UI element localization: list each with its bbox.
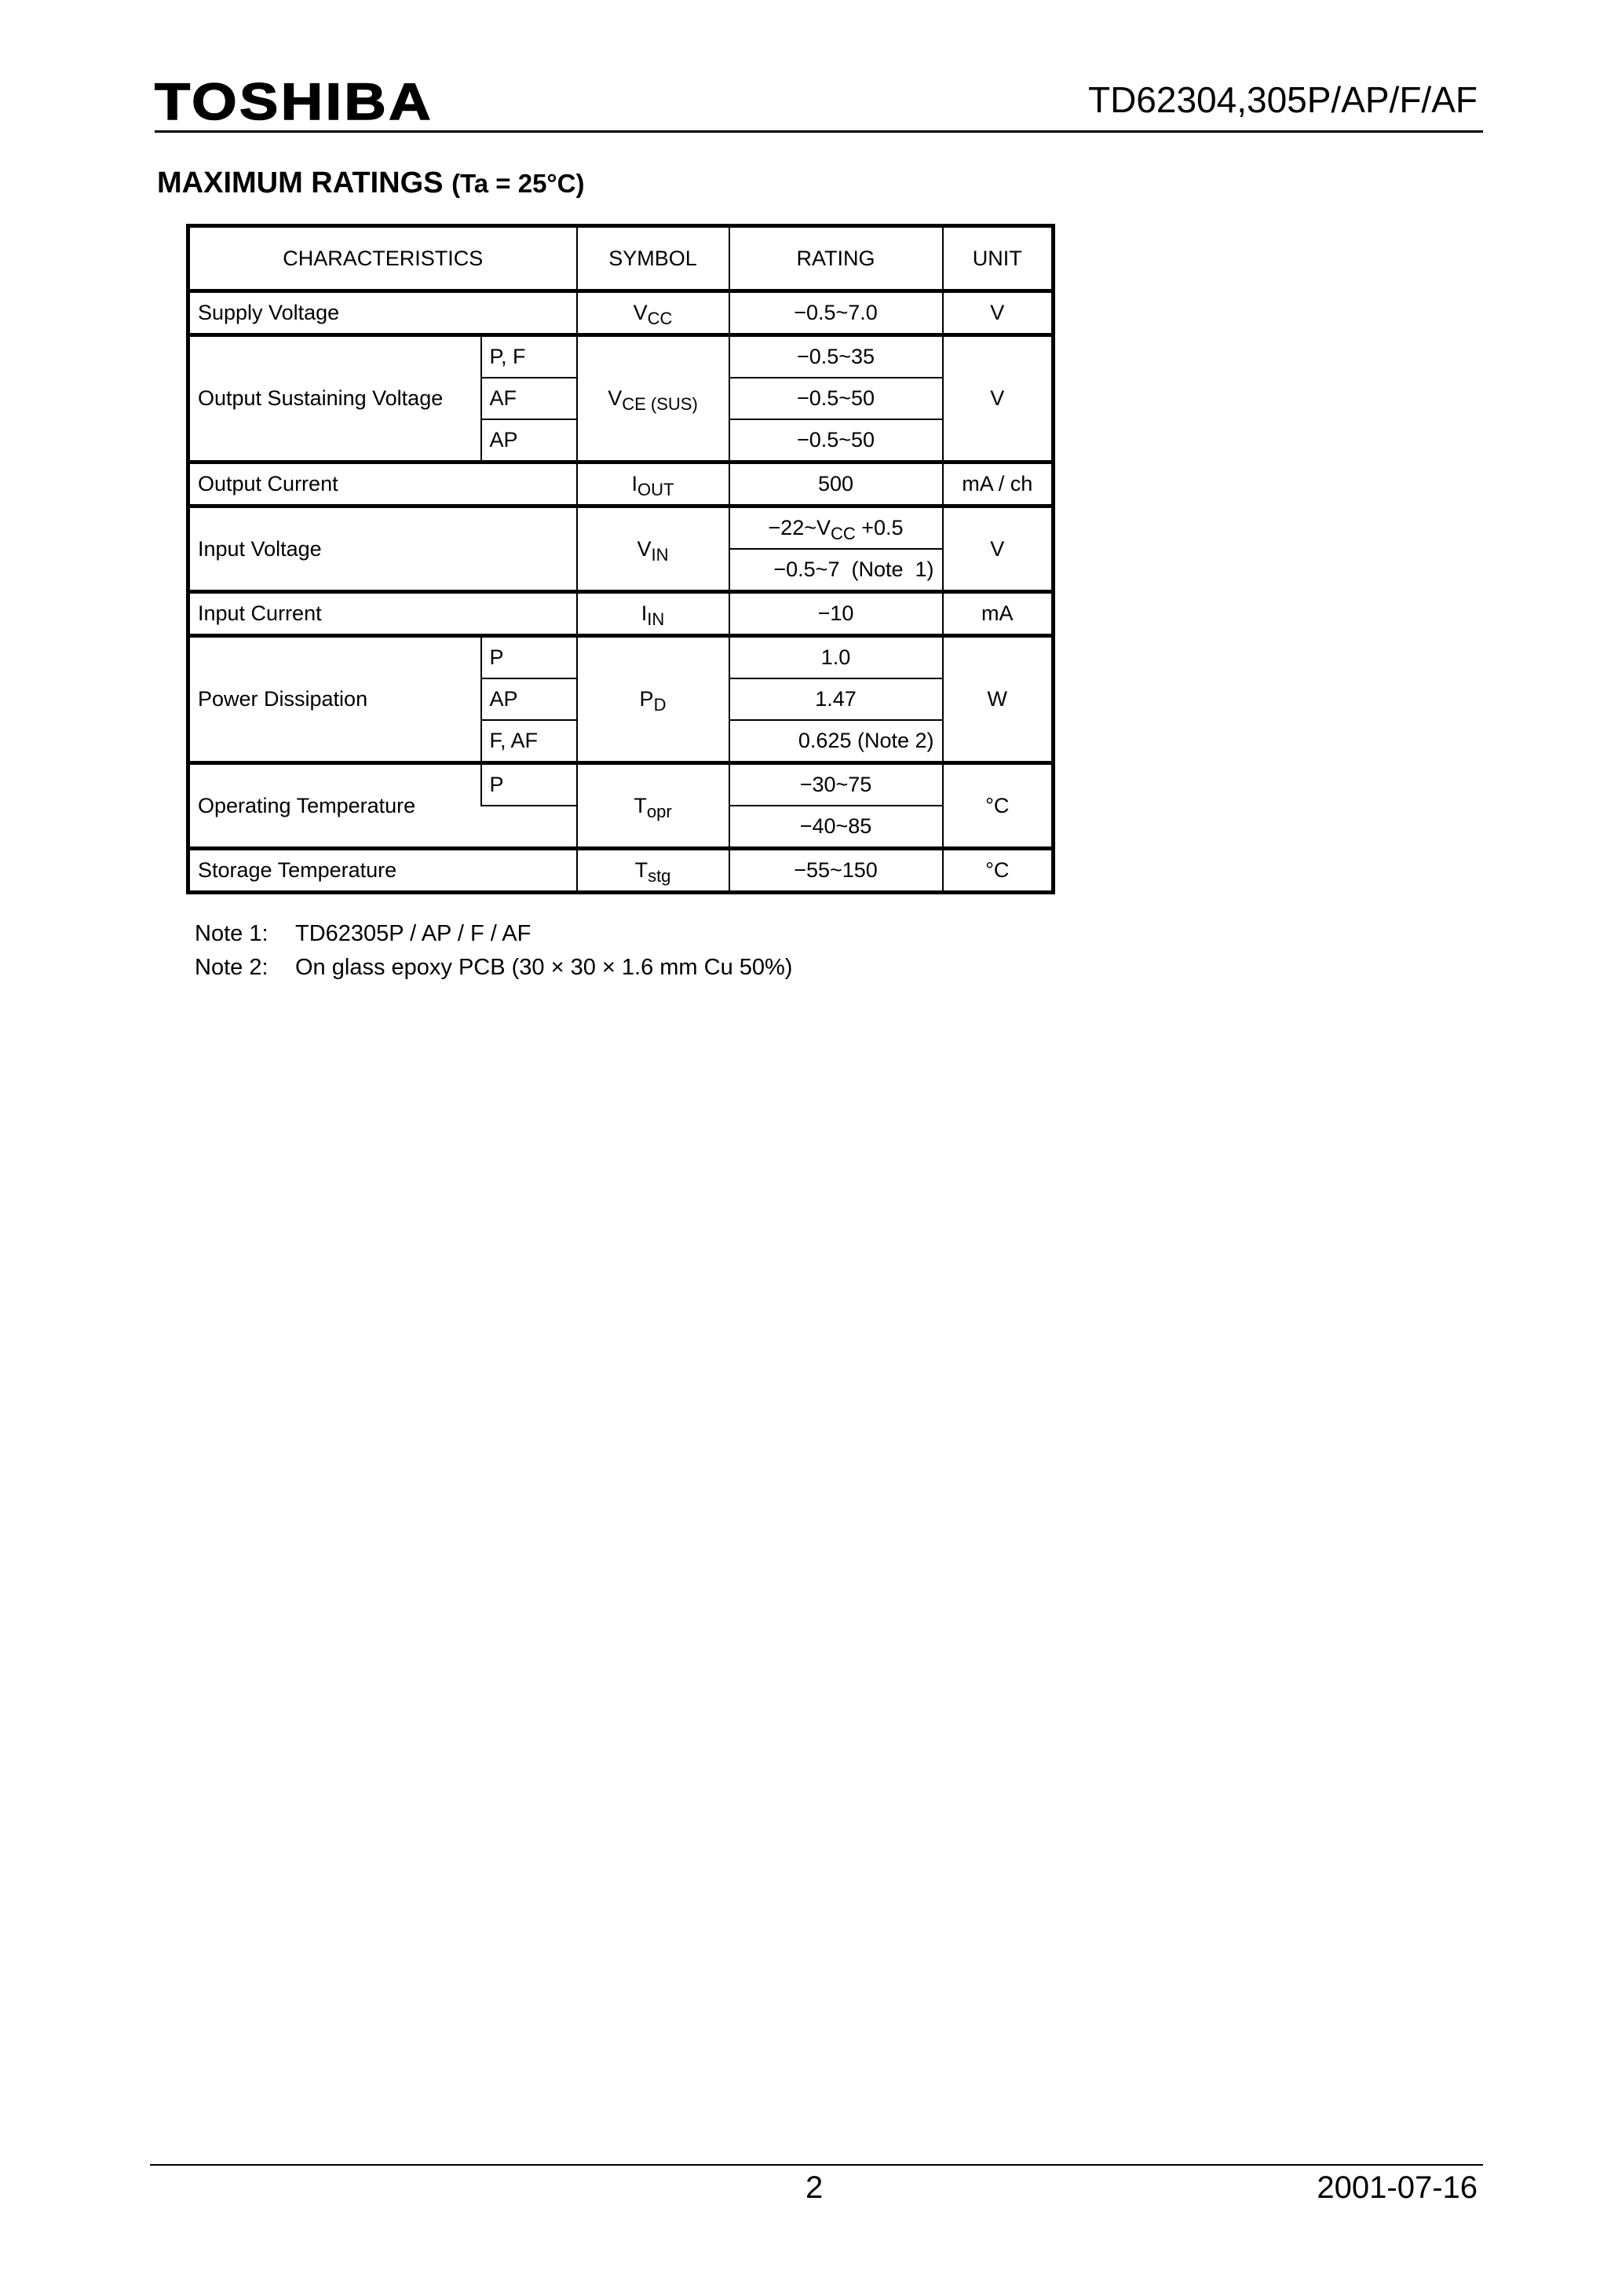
symbol-sub: CC bbox=[647, 309, 673, 328]
symbol bbox=[577, 763, 729, 849]
unit: V bbox=[943, 506, 1054, 592]
symbol-base: I bbox=[631, 472, 638, 495]
variant: P bbox=[481, 636, 577, 679]
symbol-sub: stg bbox=[648, 866, 671, 886]
characteristic: Output Sustaining Voltage bbox=[188, 335, 481, 462]
rating: 1.47 bbox=[729, 678, 943, 720]
symbol-sub: opr bbox=[646, 801, 672, 821]
symbol-base: T bbox=[634, 793, 647, 817]
unit: mA bbox=[943, 592, 1054, 636]
footer-divider bbox=[150, 2164, 1483, 2166]
characteristic: Supply Voltage bbox=[188, 291, 577, 335]
header-rating: RATING bbox=[729, 226, 943, 291]
symbol-sub: D bbox=[653, 695, 667, 715]
symbol-base: V bbox=[637, 536, 652, 561]
rating: −0.5~7 (Note 1) bbox=[729, 549, 943, 592]
variant: AP bbox=[481, 678, 577, 720]
rating-part: +0.5 bbox=[855, 516, 904, 539]
characteristic: Operating Temperature bbox=[188, 763, 481, 849]
symbol-sub: CE (SUS) bbox=[622, 394, 698, 414]
rating-part: −22~V bbox=[768, 516, 831, 539]
symbol-base: V bbox=[633, 301, 648, 324]
rating: 500 bbox=[729, 462, 943, 506]
note-label: Note 1: bbox=[195, 921, 269, 946]
table-row bbox=[188, 462, 1054, 506]
symbol-sub: IN bbox=[647, 609, 665, 629]
header-divider bbox=[155, 130, 1483, 133]
document-title: TD62304,305P/AP/F/AF bbox=[1087, 79, 1478, 120]
variant: P bbox=[481, 763, 577, 806]
header-symbol: SYMBOL bbox=[577, 226, 729, 291]
unit: mA / ch bbox=[943, 462, 1054, 506]
table-row bbox=[188, 335, 1054, 378]
rating: −0.5~50 bbox=[729, 419, 943, 462]
rating: −10 bbox=[729, 592, 943, 636]
maximum-ratings-table bbox=[186, 224, 1055, 894]
table-row bbox=[188, 506, 1054, 550]
footer-date: 2001-07-16 bbox=[1317, 2170, 1478, 2205]
note-text: TD62305P / AP / F / AF bbox=[295, 921, 532, 946]
unit: W bbox=[943, 636, 1054, 763]
note-label: Note 2: bbox=[195, 955, 269, 980]
symbol bbox=[577, 335, 729, 462]
header-characteristics: CHARACTERISTICS bbox=[188, 226, 577, 291]
variant: AP bbox=[481, 419, 577, 462]
table-row bbox=[188, 592, 1054, 636]
toshiba-logo: TOSHIBA bbox=[155, 72, 433, 130]
table-header-row bbox=[188, 226, 1054, 291]
characteristic: Input Voltage bbox=[188, 506, 577, 592]
section-title-text: MAXIMUM RATINGS bbox=[157, 166, 444, 199]
rating: 1.0 bbox=[729, 636, 943, 679]
symbol bbox=[577, 592, 729, 636]
unit: °C bbox=[943, 849, 1054, 893]
unit: °C bbox=[943, 763, 1054, 849]
symbol-base: P bbox=[639, 687, 654, 711]
rating: −55~150 bbox=[729, 849, 943, 893]
characteristic: Output Current bbox=[188, 462, 577, 506]
note-2 bbox=[195, 956, 792, 979]
characteristic: Power Dissipation bbox=[188, 636, 481, 763]
rating: −30~75 bbox=[729, 763, 943, 806]
table-row bbox=[188, 636, 1054, 679]
symbol-base: T bbox=[634, 858, 648, 882]
note-text: On glass epoxy PCB (30 × 30 × 1.6 mm Cu 50%) bbox=[295, 955, 793, 980]
rating-sub: CC bbox=[830, 524, 856, 543]
variant: P, F bbox=[481, 335, 577, 378]
header-unit: UNIT bbox=[943, 226, 1054, 291]
page-number: 2 bbox=[806, 2170, 824, 2205]
note-1 bbox=[195, 923, 531, 945]
unit: V bbox=[943, 335, 1054, 462]
section-condition: (Ta = 25°C) bbox=[451, 169, 585, 198]
rating: −0.5~7.0 bbox=[729, 291, 943, 335]
rating: −40~85 bbox=[729, 806, 943, 849]
rating bbox=[729, 506, 943, 550]
table-row bbox=[188, 763, 1054, 806]
variant: AF bbox=[481, 378, 577, 419]
symbol bbox=[577, 636, 729, 763]
symbol-base: I bbox=[641, 601, 648, 625]
symbol bbox=[577, 291, 729, 335]
symbol-sub: IN bbox=[651, 544, 669, 565]
rating: 0.625 (Note 2) bbox=[729, 720, 943, 763]
table-row bbox=[188, 291, 1054, 335]
characteristic: Storage Temperature bbox=[188, 849, 577, 893]
empty-variant bbox=[481, 806, 577, 849]
symbol-base: V bbox=[608, 386, 623, 410]
section-title bbox=[157, 168, 584, 198]
unit: V bbox=[943, 291, 1054, 335]
rating: −0.5~35 bbox=[729, 335, 943, 378]
rating: −0.5~50 bbox=[729, 378, 943, 419]
symbol bbox=[577, 849, 729, 893]
symbol bbox=[577, 462, 729, 506]
characteristic: Input Current bbox=[188, 592, 577, 636]
symbol-sub: OUT bbox=[637, 480, 674, 499]
table-row bbox=[188, 849, 1054, 893]
symbol bbox=[577, 506, 729, 592]
variant: F, AF bbox=[481, 720, 577, 763]
